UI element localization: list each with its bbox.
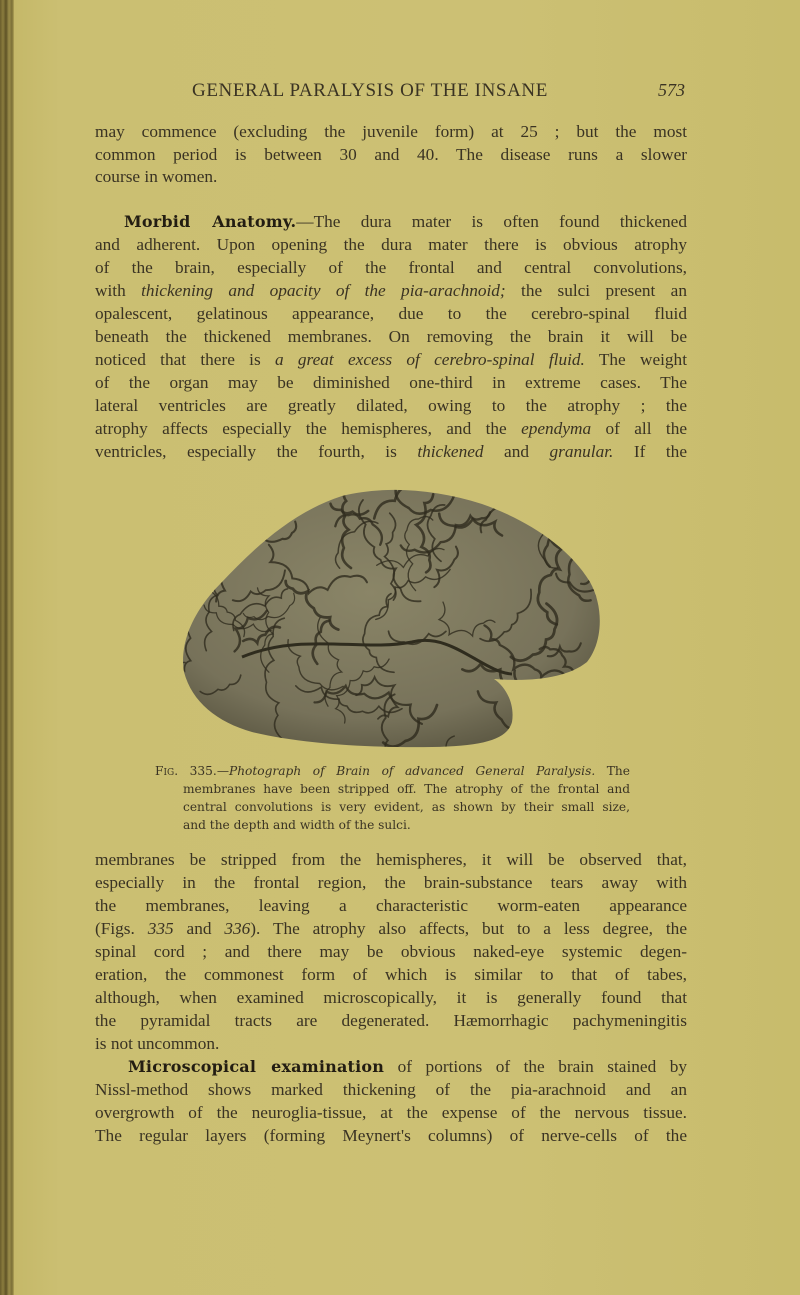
italic-text: a great excess of cerebro-spinal fluid. [274,350,585,369]
text-segment: of the organ may be diminished one-third in extreme cases. The [95,373,687,392]
text-segment: the membranes, leaving a characteristic worm-eaten appearance [95,896,687,915]
italic-text: 336 [224,919,251,938]
text-segment: (Figs. [95,919,148,938]
text-segment: eration, the commonest form of which is similar to that of tabes, [95,965,687,984]
paragraph-microscopical-line [95,849,687,871]
figure-caption-line [183,817,630,834]
italic-text: thickened [417,442,484,461]
text-segment: of portions of the brain stained by [384,1057,687,1076]
paragraph-microscopical-line [95,987,687,1009]
figure-caption-line [183,781,630,798]
text-segment: common period is between 30 and 40. The disease runs a slower [95,144,687,164]
brain-sulcus [189,489,278,528]
text-segment: ventricles, especially the fourth, is [95,442,418,461]
paragraph-morbid-anatomy-line [95,234,687,256]
figure-caption-line [183,799,630,816]
italic-text: 335 [147,919,174,938]
text-segment: overgrowth of the neuroglia-tissue, at the expense of the nervous tissue. [95,1103,687,1122]
text-segment: The [595,764,630,778]
text-segment: beneath the thickened membranes. On removing the brain it will be [95,327,687,346]
paragraph-microscopical-line [95,1102,687,1124]
text-segment: —The dura mater is often found thickened [296,212,687,231]
text-segment: atrophy affects especially the hemispheres, and the [95,419,522,438]
figure-caption-line [155,763,630,780]
figure-label: Fig. 335. [155,764,217,778]
text-segment: and adherent. Upon opening the dura mater there is obvious atrophy [95,235,687,254]
running-head: GENERAL PARALYSIS OF THE INSANE [192,80,548,101]
text-segment: The regular layers (forming Meynert's columns) of nerve-cells of the [95,1126,687,1145]
brain-photograph-figure [182,482,603,748]
italic-text: ependyma [521,419,592,438]
text-segment: is not uncommon. [95,1034,220,1053]
text-segment: lateral ventricles are greatly dilated, owing to the atrophy ; the [95,396,687,415]
paragraph-microscopical-line [95,895,687,917]
text-segment: The weight [584,350,688,369]
paragraph-morbid-anatomy-line [95,280,687,302]
text-segment: opalescent, gelatinous appearance, due to the cerebro-spinal fluid [95,304,687,323]
italic-text: thickening and opacity of the pia-arachnoid; [141,281,506,300]
text-segment: may commence (excluding the juvenile form) at 25 ; but the most [95,122,687,141]
book-binding-edge [0,0,14,1295]
paragraph-morbid-anatomy-line [95,441,687,463]
text-segment: ). The atrophy also affects, but to a less degree, the [250,919,687,938]
text-segment: membranes have been stripped off. The atrophy of the frontal and [183,782,630,796]
paragraph-morbid-anatomy-line [95,349,687,371]
paragraph-microscopical-line [95,1033,687,1055]
text-segment: of the brain, especially of the frontal and central convolutions, [95,258,687,277]
paragraph-microscopical-line [128,1056,687,1078]
section-heading: Morbid Anatomy. [124,212,297,231]
paragraph-morbid-anatomy-line [95,395,687,417]
paragraph-1-line [95,121,687,143]
brain-sulcus [514,670,529,748]
text-segment: although, when examined microscopically, it is generally found that [95,988,687,1007]
brain-sulcus [536,482,585,494]
text-segment: central convolutions is very evident, as shown by their small size, [183,800,630,814]
text-segment: spinal cord ; and there may be obvious naked-eye systemic degen- [95,942,687,961]
brain-sulcus [533,700,575,747]
section-heading: Microscopical examination [128,1057,385,1076]
brain-sulcus [182,726,191,739]
text-segment: and [483,442,550,461]
brain-sulcus [564,482,603,535]
paragraph-morbid-anatomy-line [95,257,687,279]
paragraph-microscopical-line [95,1125,687,1147]
text-segment: the sulci present an [505,281,687,300]
paragraph-morbid-anatomy-line [95,303,687,325]
text-segment: course in women. [95,167,218,187]
page-number: 573 [658,80,685,100]
paragraph-microscopical-line [95,918,687,940]
text-segment: membranes be stripped from the hemispheres, it will be observed that, [95,850,687,869]
text-segment: of all the [591,419,688,438]
text-segment: with [95,281,142,300]
paragraph-microscopical-line [95,941,687,963]
paragraph-1-line [95,166,687,188]
text-segment: and the depth and width of the sulci. [183,818,411,832]
text-segment: noticed that there is [95,350,275,369]
text-segment: Nissl-method shows marked thickening of the pia-arachnoid and an [95,1080,687,1099]
text-segment: If the [613,442,687,461]
italic-text: —Photograph of Brain of advanced General Paralysis. [216,764,596,778]
brain-sulcus [268,482,284,529]
text-segment: and [173,919,225,938]
brain-sulcus [182,482,199,523]
paragraph-morbid-anatomy-line [124,211,687,233]
paragraph-microscopical-line [95,872,687,894]
italic-text: granular. [549,442,614,461]
paragraph-microscopical-line [95,964,687,986]
paragraph-microscopical-line [95,1010,687,1032]
paragraph-morbid-anatomy-line [95,418,687,440]
paragraph-morbid-anatomy-line [95,372,687,394]
paragraph-microscopical-line [95,1079,687,1101]
text-segment: the pyramidal tracts are degenerated. Hæmorrhagic pachymeningitis [95,1011,687,1030]
paragraph-1-line [95,144,687,166]
text-segment: especially in the frontal region, the brain-substance tears away with [95,873,687,892]
paragraph-morbid-anatomy-line [95,326,687,348]
